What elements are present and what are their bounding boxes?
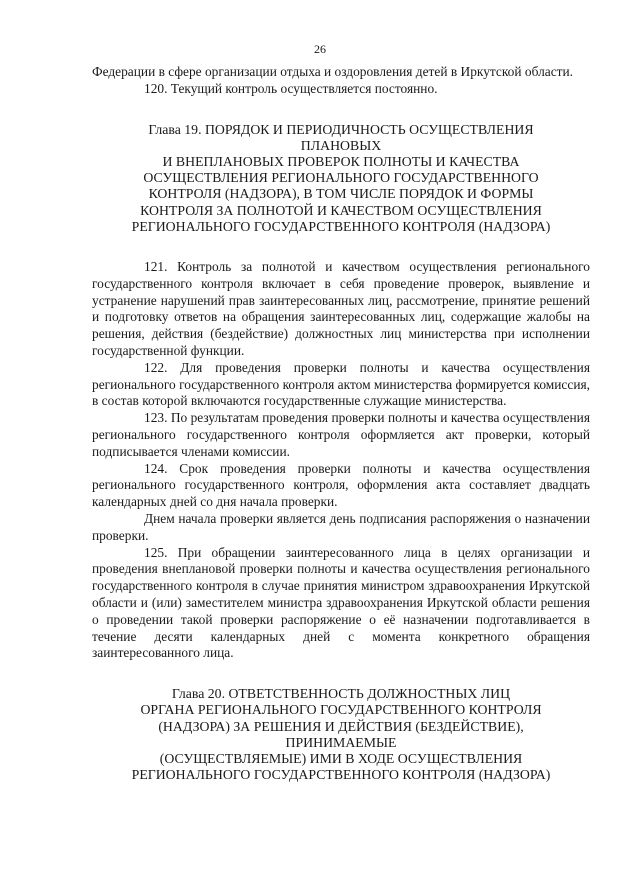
heading-line: ОРГАНА РЕГИОНАЛЬНОГО ГОСУДАРСТВЕННОГО КОНТРОЛЯ	[140, 702, 542, 718]
heading-line: КОНТРОЛЯ (НАДЗОРА), В ТОМ ЧИСЛЕ ПОРЯДОК И ФОРМЫ	[148, 186, 534, 202]
heading-line: Глава 19. ПОРЯДОК И ПЕРИОДИЧНОСТЬ ОСУЩЕСТВЛЕНИЯ	[148, 121, 534, 137]
paragraph-124: 124. Срок проведения проверки полноты и качества осуществления регионального государственного контроля, оформления акта составляет двадцать календарных дней со дня начала проверки.	[92, 460, 590, 510]
paragraph-125: 125. При обращении заинтересованного лица в целях организации и проведения внеплановой проверки полноты и качества осуществления регионального государственного контроля в случае принятия министром здравоохранения Иркутской области и (или) заместителем министра здравоохранения Иркутской области решения о проведении такой проверки распоряжение о её назначении подготавливается в течение десяти календарных дней с момента конкретного обращения заинтересованного лица.	[92, 544, 590, 661]
heading-line: Глава 20. ОТВЕТСТВЕННОСТЬ ДОЛЖНОСТНЫХ ЛИЦ	[171, 686, 511, 702]
page-content	[92, 64, 590, 783]
paragraph-121: 121. Контроль за полнотой и качеством осуществления регионального государственного контроля включает в себя проведение проверок, выявление и устранение нарушений прав заинтересованных лиц, рассмотрение, принятие решений и подготовку ответов на обращения заинтересованных лиц, содержащие жалобы на решения, действия (бездействие) должностных лиц министерства при исполнении государственной функции.	[92, 259, 590, 358]
page-number: 26	[314, 42, 326, 56]
heading-line: ОСУЩЕСТВЛЕНИЯ РЕГИОНАЛЬНОГО ГОСУДАРСТВЕННОГО	[143, 170, 539, 186]
heading-line: (ОСУЩЕСТВЛЯЕМЫЕ) ИМИ В ХОДЕ ОСУЩЕСТВЛЕНИЯ	[159, 750, 523, 766]
paragraph-check-start: Днем начала проверки является день подписания распоряжения о назначении проверки.	[92, 510, 590, 543]
heading-line: РЕГИОНАЛЬНОГО ГОСУДАРСТВЕННОГО КОНТРОЛЯ (НАДЗОРА)	[131, 218, 551, 234]
heading-line: ПЛАНОВЫХ	[300, 137, 382, 153]
heading-line: РЕГИОНАЛЬНОГО ГОСУДАРСТВЕННОГО КОНТРОЛЯ (НАДЗОРА)	[131, 767, 551, 783]
chapter-19-heading	[92, 122, 590, 235]
paragraph-120: 120. Текущий контроль осуществляется постоянно.	[144, 80, 438, 96]
heading-line: (НАДЗОРА) ЗА РЕШЕНИЯ И ДЕЙСТВИЯ (БЕЗДЕЙСТВИЕ),	[158, 718, 524, 734]
paragraph-123: 123. По результатам проведения проверки полноты и качества осуществления регионального государственного контроля оформляется акт проверки, который подписывается членами комиссии.	[92, 410, 590, 459]
heading-line: И ВНЕПЛАНОВЫХ ПРОВЕРОК ПОЛНОТЫ И КАЧЕСТВА	[162, 154, 520, 169]
paragraph-122: 122. Для проведения проверки полноты и качества осуществления регионального государственного контроля актом министерства формируется комиссия, в состав которой включаются государственные служащие министерства.	[92, 359, 590, 409]
chapter-20-heading	[92, 686, 590, 783]
paragraph-continuation: Федерации в сфере организации отдыха и оздоровления детей в Иркутской области.	[92, 64, 574, 79]
heading-line: ПРИНИМАЕМЫЕ	[285, 734, 397, 750]
heading-line: КОНТРОЛЯ ЗА ПОЛНОТОЙ И КАЧЕСТВОМ ОСУЩЕСТВЛЕНИЯ	[140, 202, 542, 218]
